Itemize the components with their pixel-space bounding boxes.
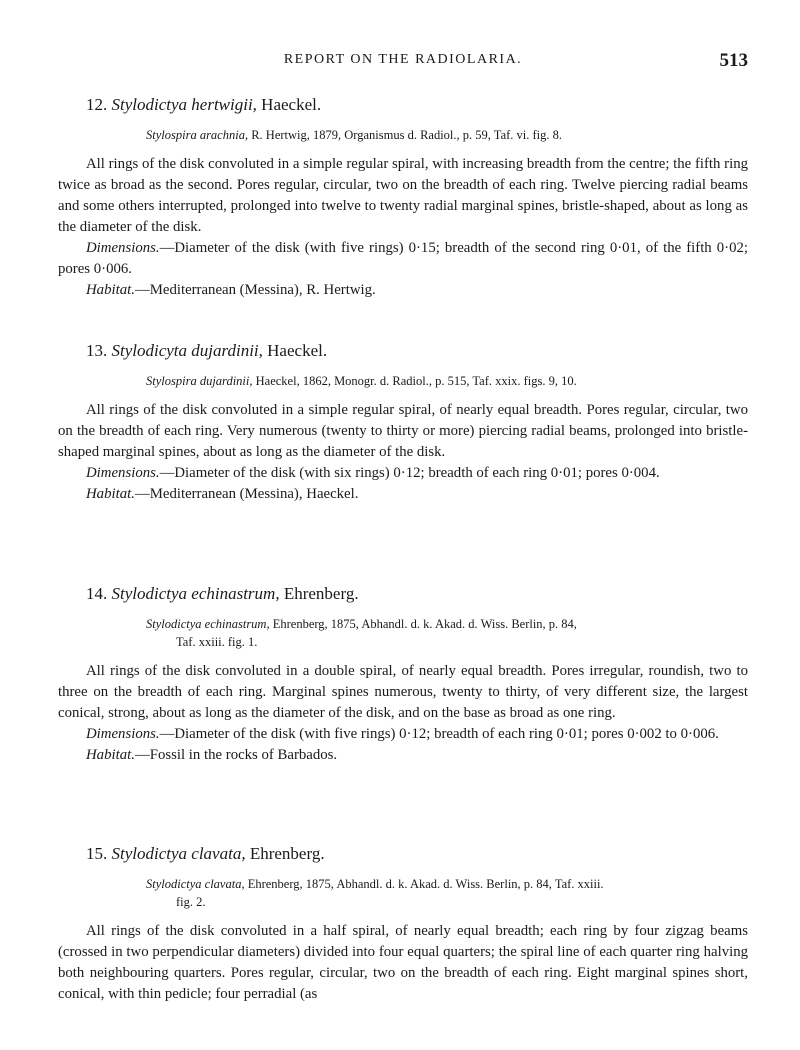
synonym-citation [146, 126, 748, 144]
species-entry [58, 94, 748, 301]
species-number: 14. [86, 584, 108, 603]
running-title: REPORT ON THE RADIOLARIA. [283, 52, 523, 67]
dimensions-text: —Diameter of the disk (with six rings) 0·12; breadth of each ring 0·01; pores 0·004. [159, 465, 660, 481]
dimensions-paragraph [58, 463, 748, 484]
dimensions-text: —Diameter of the disk (with five rings) 0·15; breadth of the second ring 0·01, of the fifth 0·02; pores 0·006. [58, 240, 748, 277]
species-description: All rings of the disk convoluted in a simple regular spiral, with increasing breadth from the centre; the fifth ring twice as broad as the second. Pores regular, circular, two on the breadth of each ring. Twelve piercing radial beams and some others interrupted, prolonged into twelve to twenty radial marginal spines, bristle-shaped, about as long as the diameter of the disk. [58, 156, 748, 235]
habitat-label: Habitat. [86, 282, 135, 298]
species-entry [58, 340, 748, 505]
species-number: 13. [86, 341, 108, 360]
citation-synonym: Stylodictya echinastrum, [146, 617, 270, 631]
species-description: All rings of the disk convoluted in a half spiral, of nearly equal breadth; each ring by four zigzag beams (crossed in two perpendicular diameters) divided into four equal quarters; the spiral line of each quarter ring halving both neighbouring quarters. Pores regular, circular, two on the breadth of each ring. Eight marginal spines short, conical, with thin pedicle; four perradial (as [58, 923, 748, 1002]
dimensions-label: Dimensions. [86, 240, 160, 256]
species-number: 12. [86, 95, 108, 114]
species-name: Stylodictya echinastrum, [111, 584, 280, 603]
dimensions-paragraph [58, 238, 748, 280]
species-entry [58, 583, 748, 766]
synonym-citation [146, 615, 748, 651]
synonym-citation [146, 875, 748, 911]
species-description: All rings of the disk convoluted in a simple regular spiral, of nearly equal breadth. Pores regular, circular, two on the breadth of each ring. Very numerous (twenty to thirty or more) piercing radial beams, prolonged into bristle-shaped marginal spines, about as long as the diameter of the disk. [58, 402, 748, 460]
species-author: Haeckel. [261, 95, 322, 114]
citation-reference: R. Hertwig, 1879, Organismus d. Radiol., p. 59, Taf. vi. fig. 8. [251, 128, 563, 142]
species-author: Ehrenberg. [249, 844, 325, 863]
habitat-text: —Fossil in the rocks of Barbados. [134, 747, 338, 763]
species-name: Stylodicyta dujardinii, [111, 341, 263, 360]
species-heading [86, 94, 748, 116]
habitat-paragraph [58, 745, 748, 766]
page-number: 513 [719, 50, 748, 71]
habitat-paragraph [58, 484, 748, 505]
citation-continuation: Taf. xxiii. fig. 1. [176, 635, 258, 649]
species-entry [58, 843, 748, 1005]
citation-synonym: Stylodictya clavata, [146, 877, 245, 891]
citation-synonym: Stylospira dujardinii, [146, 374, 253, 388]
habitat-text: —Mediterranean (Messina), Haeckel. [134, 486, 359, 502]
habitat-text: —Mediterranean (Messina), R. Hertwig. [134, 282, 376, 298]
dimensions-paragraph [58, 724, 748, 745]
species-name: Stylodictya hertwigii, [111, 95, 257, 114]
citation-continuation: fig. 2. [176, 895, 206, 909]
habitat-label: Habitat. [86, 486, 135, 502]
habitat-paragraph [58, 280, 748, 301]
citation-reference: Haeckel, 1862, Monogr. d. Radiol., p. 515, Taf. xxix. figs. 9, 10. [255, 374, 577, 388]
species-heading [86, 843, 748, 865]
species-description: All rings of the disk convoluted in a double spiral, of nearly equal breadth. Pores irregular, roundish, two to three on the breadth of each ring. Marginal spines numerous, twenty to thirty, of very different size, the largest conical, strong, about as long as the diameter of the disk, and on the base as broad as one ring. [58, 663, 748, 721]
running-header [58, 50, 748, 72]
habitat-label: Habitat. [86, 747, 135, 763]
citation-reference: Ehrenberg, 1875, Abhandl. d. k. Akad. d. Wiss. Berlin, p. 84, Taf. xxiii. [247, 877, 604, 891]
species-heading [86, 340, 748, 362]
dimensions-label: Dimensions. [86, 465, 160, 481]
citation-reference: Ehrenberg, 1875, Abhandl. d. k. Akad. d. Wiss. Berlin, p. 84, [272, 617, 577, 631]
species-author: Ehrenberg. [283, 584, 359, 603]
species-author: Haeckel. [267, 341, 328, 360]
species-name: Stylodictya clavata, [111, 844, 246, 863]
species-heading [86, 583, 748, 605]
dimensions-label: Dimensions. [86, 726, 160, 742]
dimensions-text: —Diameter of the disk (with five rings) 0·12; breadth of each ring 0·01; pores 0·002 to 0·006. [159, 726, 719, 742]
synonym-citation [146, 372, 748, 390]
citation-synonym: Stylospira arachnia, [146, 128, 249, 142]
species-number: 15. [86, 844, 108, 863]
